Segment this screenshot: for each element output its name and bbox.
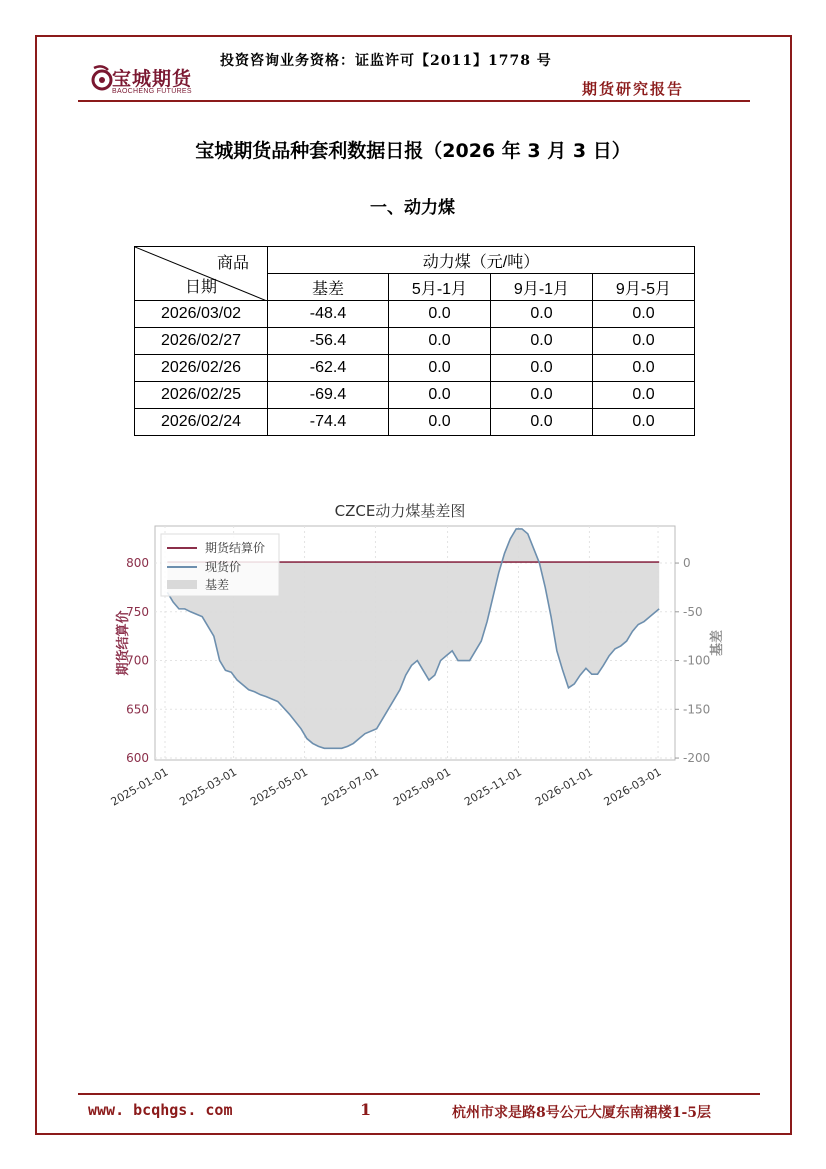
right-tick-label: -100: [683, 653, 711, 668]
value-cell: 0.0: [389, 409, 491, 436]
x-tick-label: 2025-09-01: [391, 765, 454, 809]
left-tick-label: 650: [126, 702, 149, 717]
corner-bottom-label: 日期: [185, 279, 218, 296]
value-cell: -48.4: [268, 301, 389, 328]
x-tick-label: 2026-01-01: [533, 765, 595, 809]
value-cell: 0.0: [389, 328, 491, 355]
date-cell: 2026/02/24: [135, 409, 268, 436]
section-title: 一、动力煤: [370, 198, 455, 218]
legend-spot-label: 现货价: [205, 560, 242, 574]
column-header: 9月-5月: [593, 274, 695, 301]
x-tick-label: 2025-05-01: [248, 765, 311, 809]
table-row: [135, 355, 695, 382]
value-cell: 0.0: [491, 301, 593, 328]
date-cell: 2026/02/26: [135, 355, 268, 382]
value-cell: -69.4: [268, 382, 389, 409]
value-cell: 0.0: [593, 328, 695, 355]
arbitrage-table: [134, 246, 695, 436]
x-tick-label: 2025-07-01: [319, 765, 381, 809]
right-tick-label: -200: [683, 751, 711, 766]
left-tick-label: 600: [126, 751, 149, 766]
value-cell: -62.4: [268, 355, 389, 382]
legend-basis-swatch: [167, 580, 197, 589]
chart-legend: [161, 534, 279, 596]
qualification-text: 投资咨询业务资格：证监许可【2011】1778 号: [220, 53, 552, 69]
x-tick-label: 2025-11-01: [462, 765, 524, 809]
value-cell: 0.0: [593, 382, 695, 409]
column-header: 5月-1月: [389, 274, 491, 301]
value-cell: 0.0: [491, 355, 593, 382]
table-row: [135, 409, 695, 436]
value-cell: 0.0: [491, 409, 593, 436]
x-axis-ticks: [109, 765, 664, 808]
value-cell: 0.0: [593, 409, 695, 436]
date-cell: 2026/02/27: [135, 328, 268, 355]
corner-top-label: 商品: [216, 255, 249, 272]
legend-futures-label: 期货结算价: [205, 541, 266, 555]
value-cell: 0.0: [389, 355, 491, 382]
value-cell: 0.0: [389, 301, 491, 328]
value-cell: -56.4: [268, 328, 389, 355]
table-row: [135, 382, 695, 409]
legend-basis-label: 基差: [205, 578, 230, 592]
footer-address: 杭州市求是路8号公元大厦东南裙楼1-5层: [452, 1105, 712, 1121]
column-header: 基差: [268, 274, 389, 301]
value-cell: 0.0: [491, 382, 593, 409]
x-tick-label: 2025-03-01: [177, 765, 240, 809]
right-axis-label: 基差: [710, 629, 725, 657]
left-tick-label: 750: [126, 604, 149, 619]
x-tick-label: 2025-01-01: [108, 765, 171, 809]
left-tick-label: 800: [126, 556, 149, 571]
right-tick-label: 0: [683, 556, 691, 571]
footer-divider: [78, 1093, 760, 1095]
value-cell: -74.4: [268, 409, 389, 436]
chart-title: CZCE动力煤基差图: [334, 502, 466, 520]
date-cell: 2026/02/25: [135, 382, 268, 409]
basis-chart: [95, 490, 735, 820]
left-axis-label: 期货结算价: [116, 610, 131, 676]
table-row: [135, 328, 695, 355]
report-title: 宝城期货品种套利数据日报（2026 年 3 月 3 日）: [195, 140, 631, 162]
right-tick-label: -150: [683, 702, 711, 717]
page-number: 1: [360, 1100, 372, 1119]
logo-name: 宝城期货: [112, 68, 193, 90]
date-cell: 2026/03/02: [135, 301, 268, 328]
group-header: 动力煤（元/吨）: [268, 247, 695, 274]
table-row: [135, 301, 695, 328]
x-tick-label: 2026-03-01: [601, 765, 664, 809]
report-type: 期货研究报告: [582, 80, 685, 98]
right-axis-ticks: [675, 556, 710, 765]
right-tick-label: -50: [683, 604, 703, 619]
header-divider: [78, 100, 750, 102]
value-cell: 0.0: [593, 301, 695, 328]
column-header: 9月-1月: [491, 274, 593, 301]
footer-website: www. bcqhgs. com: [88, 1101, 233, 1119]
left-tick-label: 700: [126, 653, 149, 668]
value-cell: 0.0: [593, 355, 695, 382]
value-cell: 0.0: [389, 382, 491, 409]
value-cell: 0.0: [491, 328, 593, 355]
table-corner-cell: [135, 247, 268, 301]
logo-english: BAOCHENG FUTURES: [112, 88, 192, 95]
